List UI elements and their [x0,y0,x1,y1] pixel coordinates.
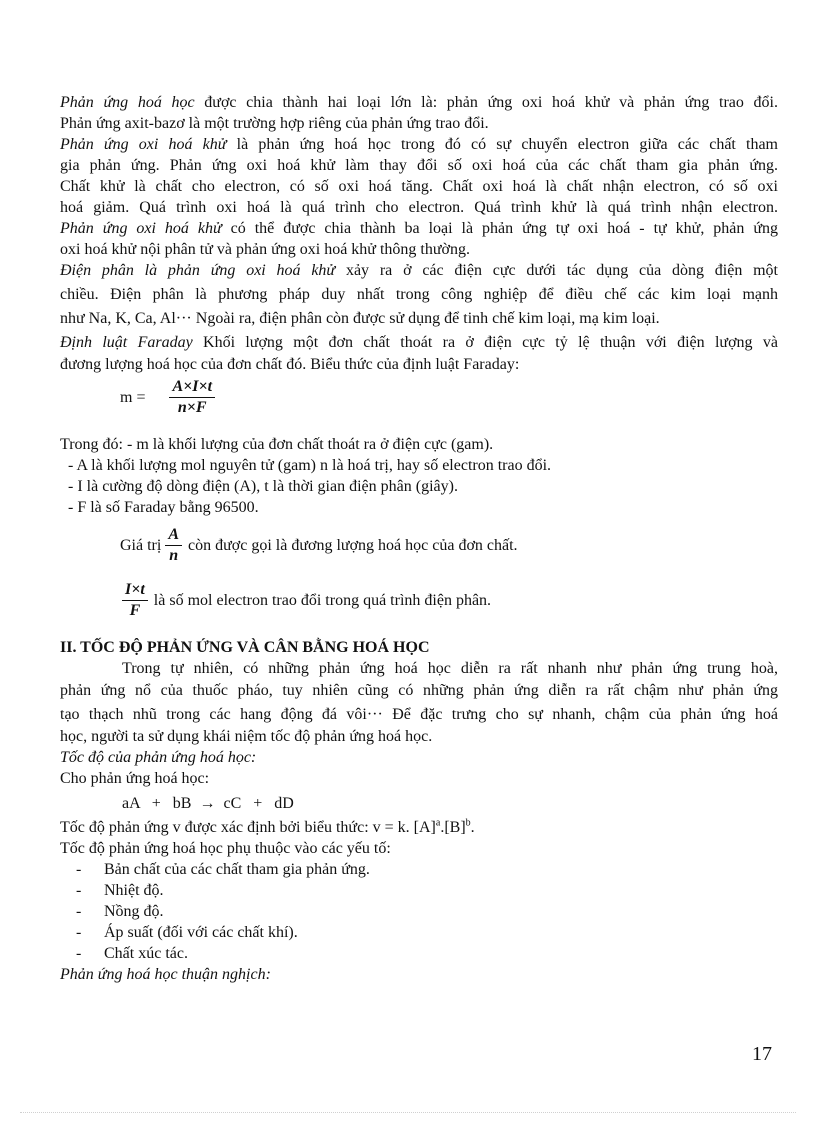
faraday-formula [120,378,215,426]
factor-item [76,902,164,922]
para2-line2: gia phản ứng. Phản ứng oxi hoá khử làm thay đổi số oxi hoá của các chất tham gia phản ứng. [60,157,778,174]
formula-denominator: n×F [177,399,207,416]
para1-text: được chia thành hai loại lớn là: phản ứng oxi hoá khử và phản ứng trao đổi. [194,94,778,111]
para2-line3: Chất khử là chất cho electron, có số oxi hoá tăng. Chất oxi hoá là chất nhận electron, có số oxi [60,178,778,195]
factors-intro: Tốc độ phản ứng hoá học phụ thuộc vào các yếu tố: [60,840,391,857]
factor-item [76,860,370,880]
where-line2: - A là khối lượng mol nguyên tử (gam) n là hoá trị, hay số electron trao đổi. [68,457,552,474]
para3-line2: oxi hoá khử nội phân tử và phản ứng oxi hoá khử thông thường. [60,241,470,258]
bullet-dash: - [76,882,82,899]
term-electrolysis: Điện phân là phản ứng oxi hoá khử [60,262,336,279]
para2-line1 [60,135,778,155]
para5-text: Khối lượng một đơn chất thoát ra ở điện cực tỷ lệ thuận với điện lượng và [192,334,778,351]
equiv-prefix: Giá trị [120,536,162,554]
term-chemical-reaction: Phản ứng hoá học [60,94,195,111]
moles-fraction [122,581,148,620]
where-line1: Trong đó: - m là khối lượng của đơn chất thoát ra ở điện cực (gam). [60,436,494,453]
para3-line1 [60,219,778,239]
para4-line3: như Na, K, Ca, Al··· Ngoài ra, điện phân còn được sử dụng để tinh chế kim loại, mạ kim loại. [60,310,660,327]
rate-intro: Cho phản ứng hoá học: [60,770,210,787]
factor-text: Nồng độ. [104,903,164,920]
rate-mid: .[B] [440,819,466,836]
exponent-a: a [435,817,441,829]
where-line4: - F là số Faraday bằng 96500. [68,499,259,516]
equivalent-line [120,526,518,570]
section2-line1: Trong tự nhiên, có những phản ứng hoá học diễn ra rất nhanh như phản ứng trung hoà, [122,660,778,677]
equiv-fraction [165,526,182,565]
formula-lhs: m = [120,388,146,406]
reversible-title: Phản ứng hoá học thuận nghịch: [60,966,271,983]
factor-item [76,944,188,964]
moles-denominator: F [129,602,141,619]
term-redox-2: Phản ứng oxi hoá khử [60,220,222,237]
reaction-equation: aA + bB → cC + dD [122,795,294,812]
para4-line1 [60,261,778,281]
equiv-numerator: A [165,526,182,546]
moles-suffix: là số mol electron trao đổi trong quá trình điện phân. [153,591,492,609]
formula-numerator: A×I×t [169,378,215,398]
term-faraday-law: Định luật Faraday [60,334,193,351]
para1-line2: Phản ứng axit-bazơ là một trường hợp riêng của phản ứng trao đổi. [60,115,489,132]
rate-title: Tốc độ của phản ứng hoá học: [60,749,257,766]
formula-fraction [169,378,215,417]
para5-line1 [60,333,778,353]
equiv-denominator: n [169,547,179,564]
exponent-b: b [465,817,471,829]
rate-expression [60,818,475,838]
rate-end: . [470,819,475,836]
factor-item [76,881,164,901]
moles-line [122,581,491,625]
rate-text: Tốc độ phản ứng v được xác định bởi biểu thức: v = k. [A] [60,819,436,836]
factor-text: Chất xúc tác. [104,945,188,962]
bullet-dash: - [76,945,82,962]
bullet-dash: - [76,903,82,920]
bullet-dash: - [76,861,82,878]
where-line3: - I là cường độ dòng điện (A), t là thời gian điện phân (giây). [68,478,458,495]
factor-text: Bản chất của các chất tham gia phản ứng. [104,861,370,878]
factor-text: Áp suất (đối với các chất khí). [104,924,298,941]
page-bottom-divider [20,1112,796,1113]
term-redox: Phản ứng oxi hoá khử [60,136,227,153]
para5-line2: đương lượng hoá học của đơn chất đó. Biểu thức của định luật Faraday: [60,356,520,373]
factor-text: Nhiệt độ. [104,882,164,899]
para2-text: là phản ứng hoá học trong đó có sự chuyển electron giữa các chất tham [226,136,779,153]
page-number: 17 [752,1043,772,1065]
factor-item [76,923,298,943]
para1-line1 [60,93,778,113]
para4-line2: chiều. Điện phân là phương pháp duy nhất trong công nghiệp để điều chế các kim loại mạnh [60,286,778,303]
section2-line4: học, người ta sử dụng khái niệm tốc độ phản ứng hoá học. [60,728,433,745]
section2-line3: tạo thạch nhũ trong các hang động đá vôi··· Để đặc trưng cho sự nhanh, chậm của phản ứng hoá [60,706,778,723]
para2-line4: hoá giảm. Quá trình oxi hoá là quá trình cho electron. Quá trình khử là quá trình nhận electron. [60,199,778,216]
bullet-dash: - [76,924,82,941]
para3-text: có thể được chia thành ba loại là phản ứng tự oxi hoá - tự khử, phản ứng [221,220,779,237]
equiv-suffix: còn được gọi là đương lượng hoá học của đơn chất. [188,536,518,554]
section2-line2: phản ứng nổ của thuốc pháo, tuy nhiên cũng có những phản ứng diễn ra rất chậm như phản ứng [60,682,778,699]
para4-text: xảy ra ở các điện cực dưới tác dụng của dòng điện một [335,262,778,279]
moles-numerator: I×t [122,581,148,601]
section2-heading: II. TỐC ĐỘ PHẢN ỨNG VÀ CÂN BẰNG HOÁ HỌC [60,639,430,656]
